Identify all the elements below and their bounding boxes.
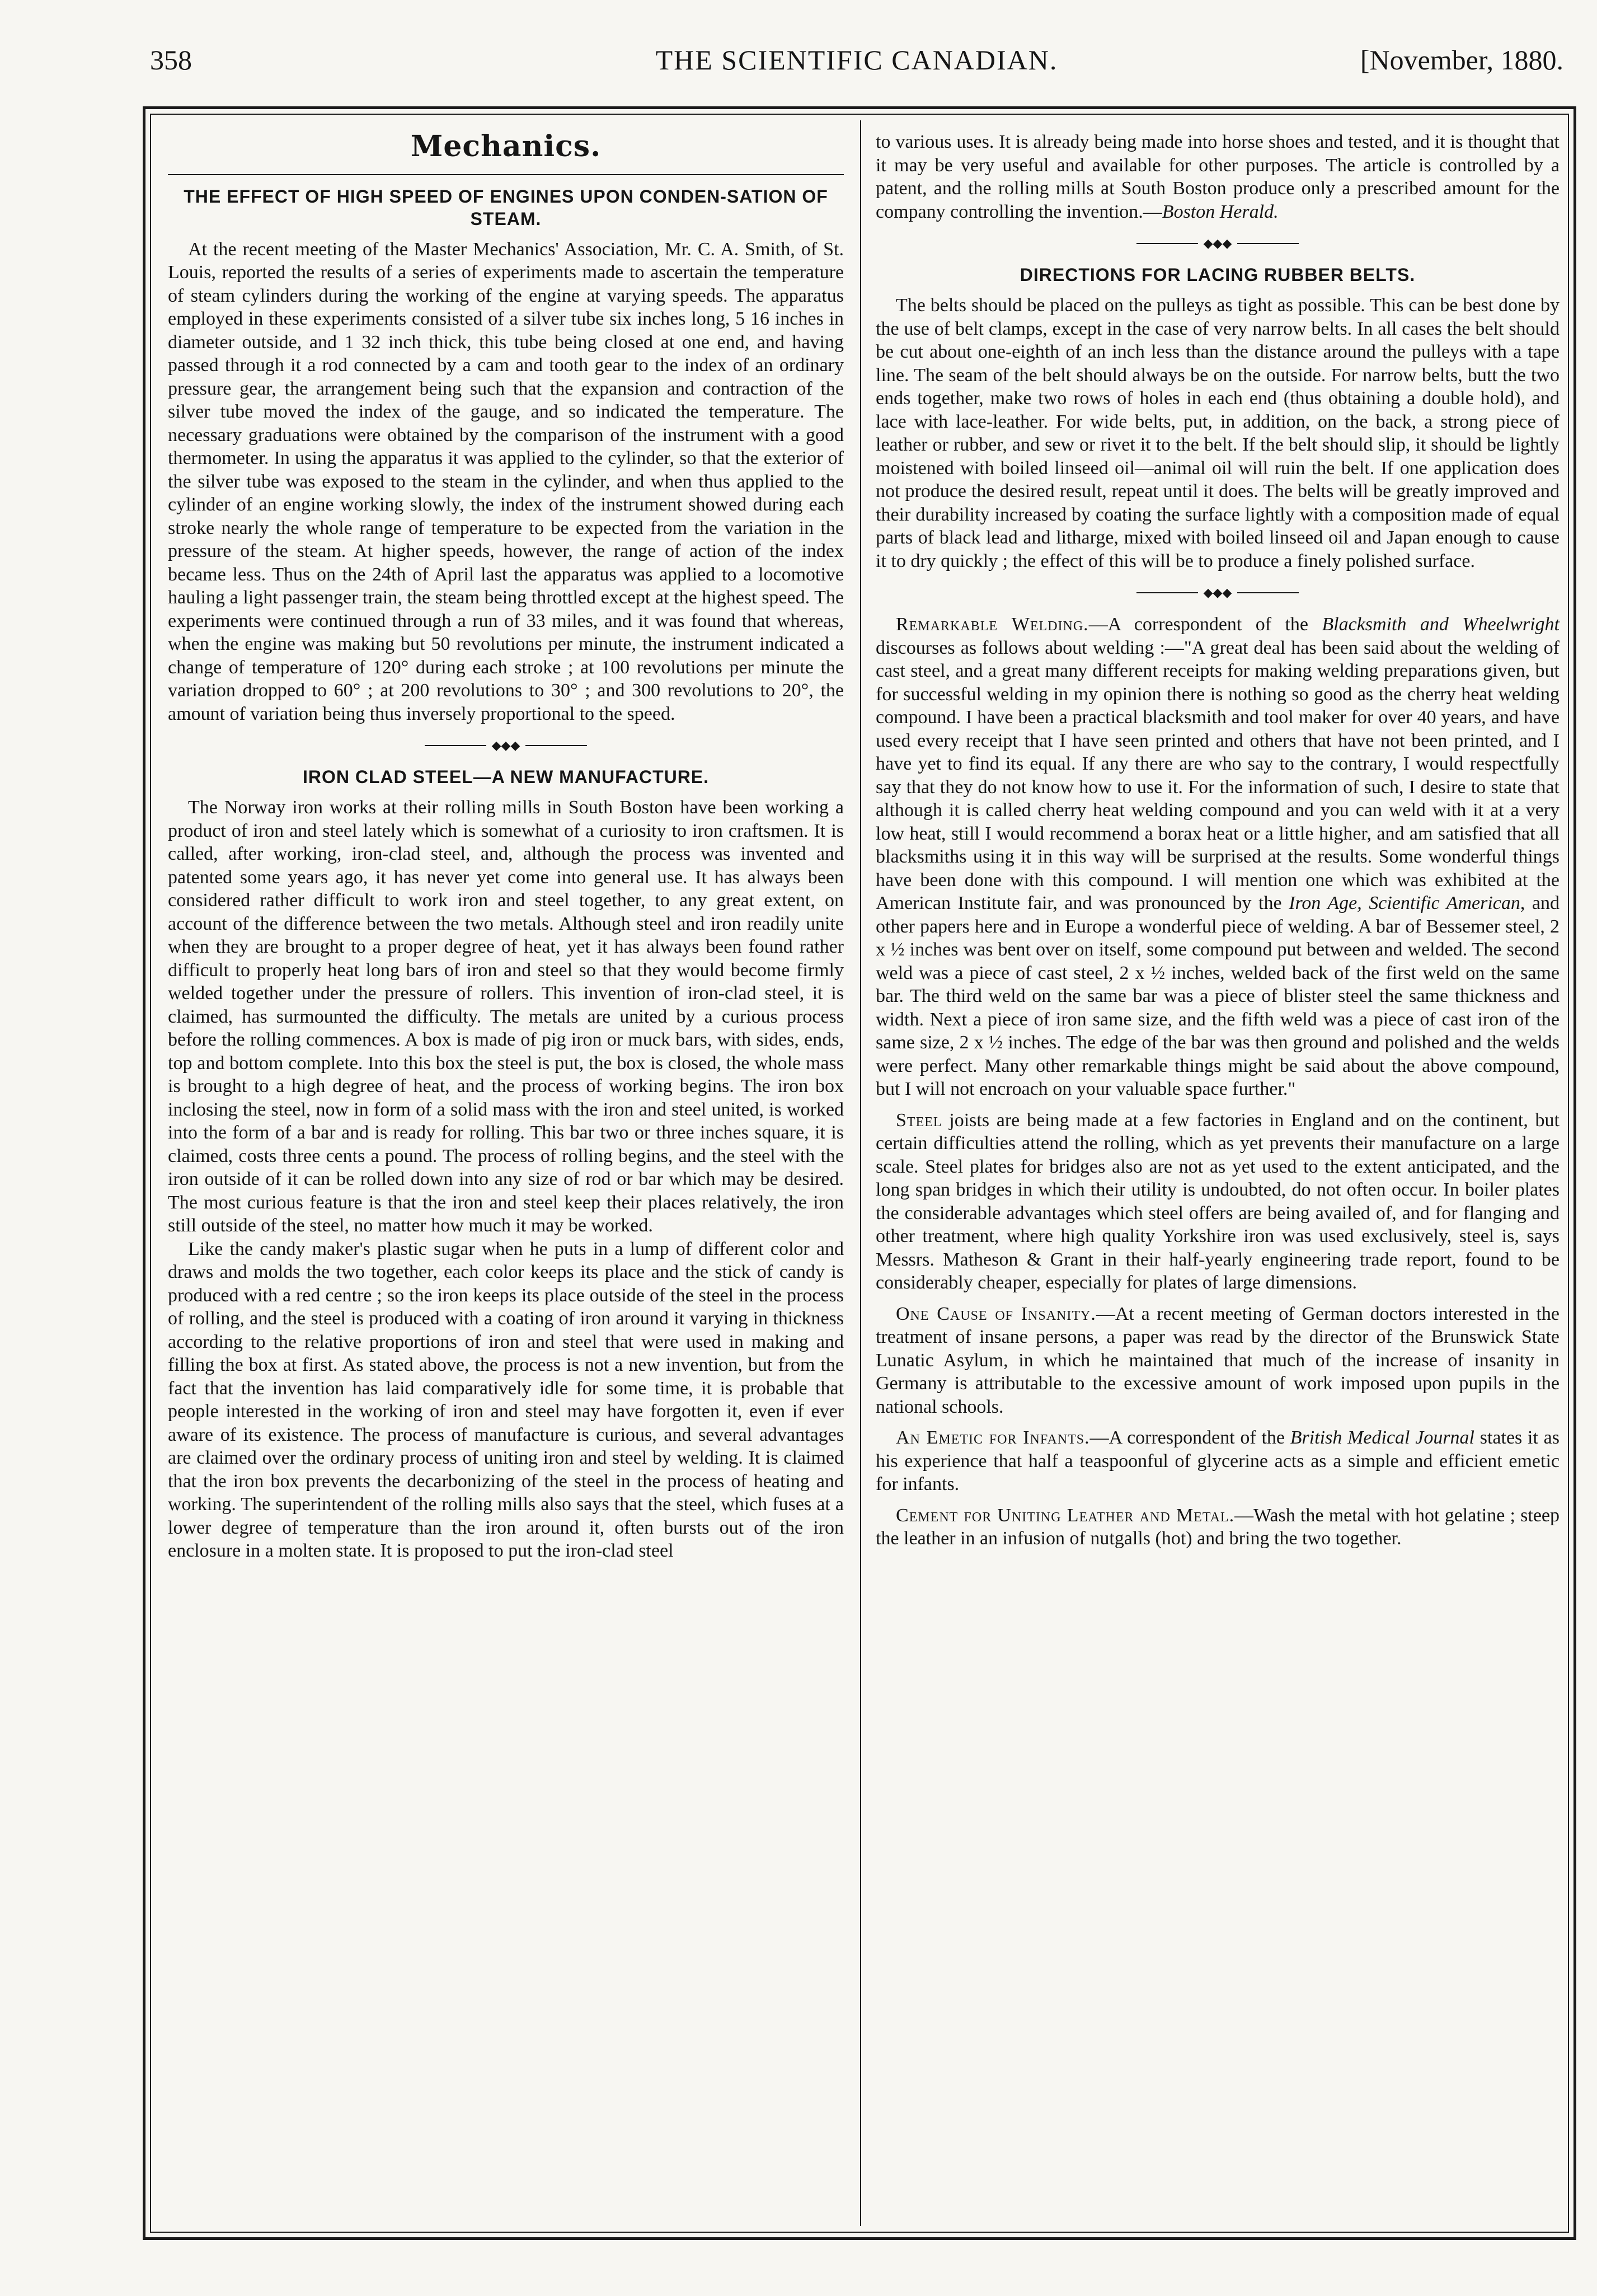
article-title-belts: DIRECTIONS FOR LACING RUBBER BELTS. [1020,265,1416,285]
item-lead: Steel [896,1109,942,1131]
item-lead: An Emetic for Infants. [896,1427,1090,1448]
journal-title: THE SCIENTIFIC CANADIAN. [655,44,1058,76]
iron-clad-continuation: to various uses. It is already being made into horse shoes and tested, and it is thought that it may be very useful and available for other purposes. The article is controlled by a patent, and the rolling mills at South Boston produce only a prescribed amount for the company controlling the invention.— [876,132,1560,222]
article-body-iron-clad-cont [876,130,1560,223]
ornament-divider: ◆◆◆ [876,587,1560,598]
article-body-steam: At the recent meeting of the Master Mechanics' Association, Mr. C. A. Smith, of St. Louis, reported the results of a series of experiments made to ascertain the temperature of steam cylinders during the working of the engine at varying speeds. The apparatus employed in these experiments consisted of a silver tube six inches long, 5 16 inches in diameter outside, and 1 32 inch thick, this tube being closed at one end, and having passed through it a rod connected by a cam and tooth gear to the index of an ordinary pressure gear, the arrangement being such that the expansion and contraction of the silver tube moved the index of the gauge, and so indicated the temperature. The necessary graduations were obtained by the comparison of the instrument with a good thermometer. In using the apparatus it was applied to the cylinder, so that the exterior of the silver tube was exposed to the steam in the cylinder, and when thus applied to the cylinder of an engine working slowly, the index of the instrument showed during each stroke nearly the whole range of temperature to be expected from the variation in the pressure of the steam. At higher speeds, however, the range of action of the index became less. Thus on the 24th of April last the apparatus was applied to a locomotive hauling a light passenger train, the steam being throttled except at the highest speed. The experiments were continued through a run of 33 miles, and it was found that whereas, when the engine was making but 50 revolutions per minute, the instrument indicated a change of temperature of 120° during each stroke ; at 100 revolutions per minute the variation dropped to 60° ; at 200 revolutions to 30° ; and 300 revolutions to 20°, the amount of variation being thus inversely proportional to the speed. [168,238,844,724]
publication-name: Iron Age, Scientific American [1289,893,1520,913]
item-text: states it as his experience that half a teaspoonful of glycerine acts as a simple and efficient emetic for infants. [876,1427,1560,1494]
item-text: —A correspondent of the [1088,614,1322,635]
item-text: —At a recent meeting of German doctors interested in the treatment of insane persons, a paper was read by the director of the Brunswick State Lunatic Asylum, in which he maintained that much of the increase of insanity in Germany is attributable to the excessive amount of work imposed upon pupils in the national schools. [876,1303,1560,1417]
item-text: , and other papers here and in Europe a wonderful piece of welding. A bar of Bessemer steel, 2 x ½ inches was bent over on itself, some compound put between and welded. The second weld was a piece of cast steel, 2 x ½ inches, welded back of the first weld on the same bar. The third weld on the same bar was a piece of blister steel the same thickness and width. Next a piece of iron same size, and the fifth weld was a piece of cast iron of the same size, 2 x ½ inches. The edge of the bar was then ground and polished and the welds were perfect. Many other remarkable things might be said about the above compound, but I will not encroach on your valuable space further." [876,893,1560,1099]
item-text: joists are being made at a few factories in England and on the continent, but certain difficulties attend the rolling, which as yet prevents their manufacture on a large scale. Steel plates for bridges also are not as yet used to the extent anticipated, and the long span bridges in which their utility is undoubted, do not often occur. In boiler plates the considerable advantages which steel offers are being availed of, and for flanging and other treatment, where high quality Yorkshire iron was used exclusively, steel is, says Messrs. Matheson & Grant in their half-yearly engineering trade report, found to be considerably cheaper, especially for plates of large dimensions. [876,1109,1560,1293]
issue-date: [November, 1880. [1360,44,1563,76]
item-lead: Remarkable Welding. [896,614,1089,635]
section-title: Mechanics. [410,129,602,163]
article-body-iron-clad-1: The Norway iron works at their rolling mills in South Boston have been working a product of iron and steel lately which is somewhat of a curiosity to iron craftsmen. It is called, after working, iron-clad steel, and, although the process was invented and patented some years ago, it has never yet come into general use. It has always been considered rather difficult to work iron and steel together, to any great extent, on account of the difference between the two metals. Although steel and iron readily unite when they are brought to a proper degree of heat, yet it has always been found rather difficult to properly heat long bars of iron and steel so that they would become firmly welded together under the pressure of rollers. This invention of iron-clad steel, it is claimed, has surmounted the difficulty. The metals are united by a curious process before the rolling commences. A box is made of pig iron or muck bars, with sides, ends, top and bottom complete. Into this box the steel is put, the box is closed, the whole mass is brought to a high degree of heat, and the process of working begins. The iron box inclosing the steel, now in form of a solid mass with the iron and steel united, is worked into the form of a bar and is ready for rolling. This bar two or three inches square, it is claimed, costs three cents a pound. The process of rolling begins, and the steel with the iron outside of it can be rolled down into any size of rod or bar which may be desired. The most curious feature is that the iron and steel keep their places relatively, the iron still outside of the steel, no matter how much it may be worked. [168,797,844,1236]
item-cause-of-insanity [876,1302,1560,1419]
item-steel-joists [876,1109,1560,1295]
item-cement-leather-metal [876,1504,1560,1550]
item-lead: One Cause of Insanity. [896,1303,1096,1324]
column-divider [860,120,861,2226]
item-text: discourses as follows about welding :—"A great deal has been said about the welding of cast steel, and a great many different receipts for making welding preparations given, but for successful welding in my opinion there is nothing so good as the cherry heat welding compound. I have been a practical blacksmith and tool maker for over 40 years, and have used every receipt that I have seen printed and others that have not been printed, and I have yet to find its equal. If any there are who say to the contrary, I would respectfully say that they do not know how to use it. For the information of such, I desire to state that although it is called cherry heat welding compound and you can weld with it at a very low heat, still I would recommend a borax heat or a little higher, and am satisfied that all blacksmiths using it in this way will be surprised at the results. Some wonderful things have been done with this compound. I will mention one which was exhibited at the American Institute fair, and was pronounced by the [876,637,1560,913]
article-title-iron-clad: IRON CLAD STEEL—A NEW MANUFACTURE. [302,767,710,787]
item-emetic-for-infants [876,1426,1560,1496]
ornament-divider: ◆◆◆ [168,740,844,751]
item-lead: Cement for Uniting Leather and Metal. [896,1505,1235,1526]
item-text: —Wash the metal with hot gelatine ; steep the leather in an infusion of nutgalls (hot) and bring the two together. [876,1505,1560,1549]
article-title-steam: THE EFFECT OF HIGH SPEED OF ENGINES UPON CONDEN-SATION OF STEAM. [184,186,828,229]
section-rule [168,174,844,175]
right-column [876,130,1560,1550]
page-number: 358 [150,44,192,76]
ornament-divider: ◆◆◆ [876,238,1560,249]
source-credit: Boston Herald. [1162,201,1279,222]
publication-name: Blacksmith and Wheelwright [1322,614,1560,635]
left-column [168,130,844,1563]
page-header [150,44,1563,83]
article-frame [143,106,1576,2240]
article-body-iron-clad-2: Like the candy maker's plastic sugar when he puts in a lump of different color and draws and molds the two together, each color keeps its place and the stick of candy is produced with a red centre ; so the iron keeps its place outside of the steel in the process of rolling, and the steel is produced with a coating of iron around it varying in thickness according to the relative proportions of iron and steel that were used in making and filling the box at first. As stated above, the process is not a new invention, but from the fact that the invention has laid comparatively idle for some time, it is probable that people interested in the working of iron and steel may have forgotten it, even if ever aware of its existence. The process of manufacture is curious, and several advantages are claimed over the ordinary process of uniting iron and steel by welding. It is claimed that the iron box prevents the decarbonizing of the steel in the process of heating and working. The superintendent of the rolling mills also says that the steel, which fuses at a lower degree of temperature than the iron around it, often bursts out of the iron enclosure in a molten state. It is proposed to put the iron-clad steel [168,1238,844,1561]
item-text: —A correspondent of the [1089,1427,1290,1448]
item-remarkable-welding [876,613,1560,1101]
publication-name: British Medical Journal [1290,1427,1474,1448]
article-body-belts: The belts should be placed on the pulleys as tight as possible. This can be best done by the use of belt clamps, except in the case of very narrow belts. In all cases the belt should be cut about one-eighth of an inch less than the distance around the pulleys with a tape line. The seam of the belt should always be on the outside. For narrow belts, butt the two ends together, make two rows of holes in each end (thus obtaining a double hold), and lace with lace-leather. For wide belts, put, in addition, on the back, a strong piece of leather or rubber, and sew or rivet it to the belt. If the belt should slip, it should be lightly moistened with boiled linseed oil—animal oil will ruin the belt. If one application does not produce the desired result, repeat until it does. The belts will be greatly improved and their durability increased by coating the surface lightly with a composition made of equal parts of black lead and litharge, mixed with boiled linseed oil and Japan enough to cause it to dry quickly ; the effect of this will be to produce a finely polished surface. [876,295,1560,571]
